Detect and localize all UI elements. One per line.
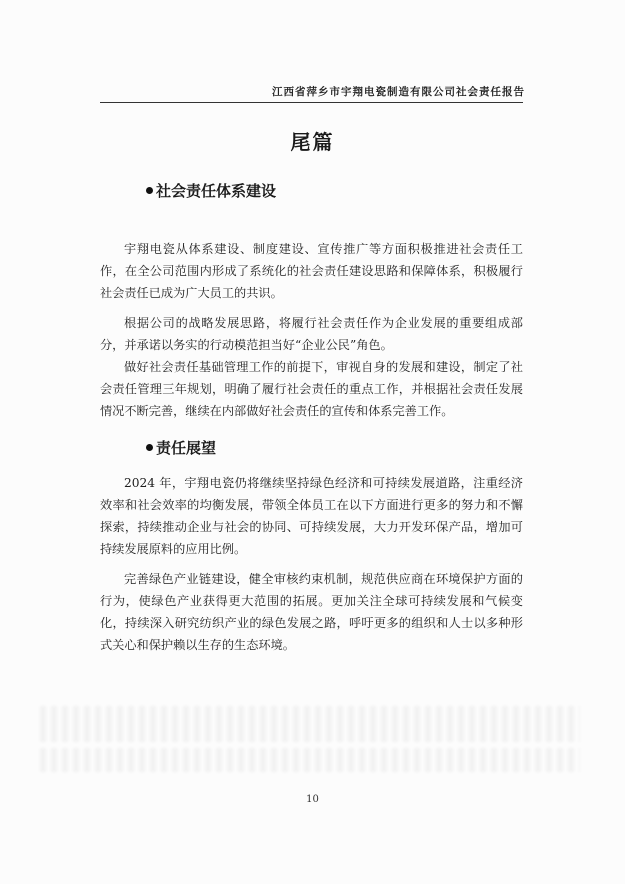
report-header-title: 江西省萍乡市宇翔电瓷制造有限公司社会责任报告 xyxy=(272,86,525,98)
page-number: 10 xyxy=(306,794,319,805)
page-title: 尾篇 xyxy=(290,130,335,154)
section-heading-label: 责任展望 xyxy=(156,439,217,457)
bullet-icon xyxy=(146,187,153,194)
header-divider xyxy=(100,102,523,103)
section-heading-label: 社会责任体系建设 xyxy=(156,182,277,200)
paragraph: 2024 年，宇翔电瓷仍将继续坚持绿色经济和可持续发展道路，注重经济效率和社会效率的均衡发展，带领全体员工在以下方面进行更多的努力和不懈探索，持续推动企业与社会的协同、可持续发展，大力开发环保产品，增加可持续发展原料的应用比例。 xyxy=(100,476,523,556)
paragraph: 做好社会责任基础管理工作的前提下，审视自身的发展和建设，制定了社会责任管理三年规划，明确了履行社会责任的重点工作，并根据社会责任发展情况不断完善，继续在内部做好社会责任的宣传和体系完善工作。 xyxy=(100,360,523,418)
section-heading-csr-system xyxy=(146,180,276,201)
paragraph: 宇翔电瓷从体系建设、制度建设、宣传推广等方面积极推进社会责任工作，在全公司范围内形成了系统化的社会责任建设思路和保障体系，积极履行社会责任已成为广大员工的共识。 xyxy=(100,242,523,300)
section-heading-outlook xyxy=(146,437,216,458)
paragraph: 完善绿色产业链建设，健全审核约束机制，规范供应商在环境保护方面的行为，使绿色产业获得更大范围的拓展。更加关注全球可持续发展和气候变化，持续深入研究纺织产业的绿色发展之路，呼吁更多的组织和人士以多种形式关心和保护赖以生存的生态环境。 xyxy=(100,572,523,652)
bleed-through-texture xyxy=(40,748,580,772)
bleed-through-texture xyxy=(40,706,580,742)
bullet-icon xyxy=(146,444,153,451)
paragraph: 根据公司的战略发展思路，将履行社会责任作为企业发展的重要组成部分，并承诺以务实的行动模范担当好“企业公民”角色。 xyxy=(100,316,523,352)
